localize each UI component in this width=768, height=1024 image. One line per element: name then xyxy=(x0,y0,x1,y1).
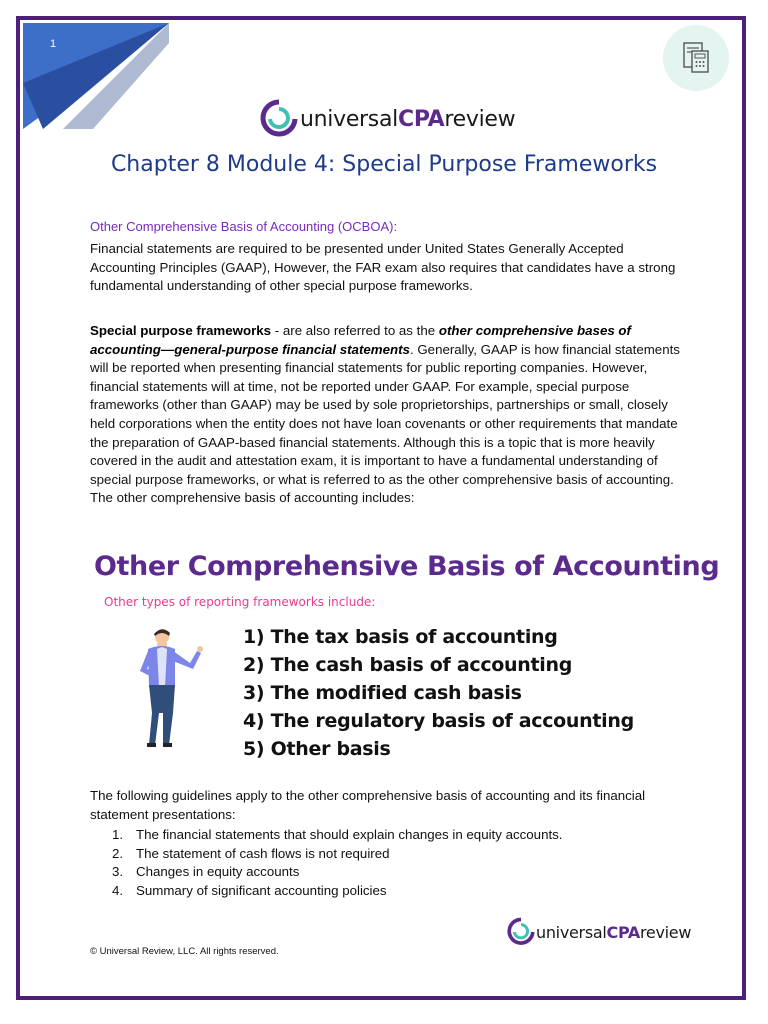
logo-footer xyxy=(507,917,691,947)
presenter-illustration xyxy=(135,625,215,750)
logo-text-universal: universal xyxy=(300,106,398,132)
list-number: 2. xyxy=(112,845,124,861)
spf-italic-term: other comprehensive bases of accounting—general-purpose financial statements xyxy=(90,323,631,357)
spf-paragraph xyxy=(90,322,680,508)
framework-item: 1) The tax basis of accounting xyxy=(243,626,558,648)
logo-text-cpa: CPA xyxy=(397,106,445,132)
framework-list xyxy=(243,623,634,763)
framework-item: 4) The regulatory basis of accounting xyxy=(243,710,634,732)
spf-term: Special purpose frameworks xyxy=(90,323,272,338)
list-item xyxy=(112,882,563,901)
list-number: 1. xyxy=(112,827,124,842)
guidelines-list xyxy=(112,826,563,900)
list-text: The statement of cash flows is not required xyxy=(136,845,390,861)
corner-decoration xyxy=(23,23,169,129)
framework-item: 5) Other basis xyxy=(243,738,391,760)
framework-item: 2) The cash basis of accounting xyxy=(243,654,573,676)
guidelines-intro: The following guidelines apply to the other comprehensive basis of accounting and its financial statement presentations: xyxy=(90,788,646,822)
page-number: 1 xyxy=(50,38,57,50)
logo-text-review: review xyxy=(640,922,692,942)
logo-header xyxy=(260,99,515,139)
copyright-notice: © Universal Review, LLC. All rights reserved. xyxy=(90,946,279,957)
logo-text-cpa: CPA xyxy=(606,922,640,942)
logo-text-universal: universal xyxy=(536,922,607,942)
intro-paragraph: Financial statements are required to be presented under United States Generally Accepted Accounting Principles (GAAP), However, the FAR exam also requires that candidates have a strong fundamental understanding of other special purpose frameworks. xyxy=(90,241,676,294)
framework-item: 3) The modified cash basis xyxy=(243,682,522,704)
logo-mark-icon xyxy=(507,917,535,947)
infographic-subheading: Other types of reporting frameworks include: xyxy=(104,595,376,609)
page-title: Chapter 8 Module 4: Special Purpose Frameworks xyxy=(110,152,658,177)
list-item xyxy=(112,863,563,882)
list-text: The financial statements that should explain changes in equity accounts. xyxy=(136,827,563,842)
logo-mark-icon xyxy=(260,99,298,139)
logo-text-review: review xyxy=(444,106,516,132)
spf-dash-text: - are also referred to as the xyxy=(271,323,439,338)
list-number: 3. xyxy=(112,864,124,880)
document-calculator-icon xyxy=(663,25,729,91)
header-icon-badge xyxy=(663,25,729,91)
spf-body-text: . Generally, GAAP is how financial statements will be reported when presenting financial statements for public reporting companies. However, financial statements will at time, not be reported under GAAP. For example, special purpose frameworks (other than GAAP) may be used by sole proprietorships, partnerships or small, closely held corporations when the entity does not have loan covenants or other requirements that mandate the preparation of GAAP-based financial statements. Although this is a topic that is more heavily covered in the audit and attestation exam, it is important to have a fundamental understanding of special purpose frameworks, or what is referred to as the other comprehensive basis of accounting. The other comprehensive basis of accounting includes: xyxy=(90,341,680,506)
infographic-heading: Other Comprehensive Basis of Accounting xyxy=(94,551,720,582)
list-item xyxy=(112,826,563,845)
list-number: 4. xyxy=(112,882,124,898)
list-text: Summary of significant accounting policies xyxy=(136,882,387,898)
list-item xyxy=(112,845,563,864)
section-heading: Other Comprehensive Basis of Accounting (OCBOA): xyxy=(90,219,398,234)
list-text: Changes in equity accounts xyxy=(136,864,300,880)
